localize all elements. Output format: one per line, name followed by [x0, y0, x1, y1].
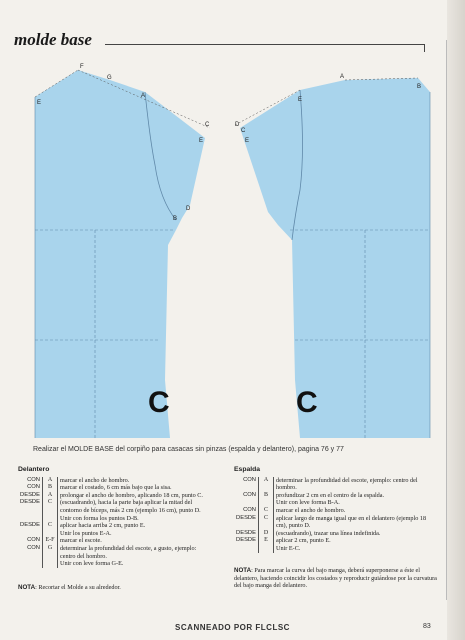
espalda-step-point: [259, 499, 274, 507]
delantero-step-point: C: [43, 522, 58, 530]
footer-credit: SCANNEADO POR FLCLSC: [175, 623, 290, 632]
delantero-step-row: [18, 522, 213, 530]
espalda-step-keyword: DESDE: [236, 529, 256, 536]
espalda-step-text: (escuadrando), trazar una línea indefinida.: [276, 529, 381, 537]
delantero-steps-table: [18, 477, 213, 568]
espalda-step-point: E: [259, 537, 274, 545]
front-point-E2: E: [199, 138, 204, 144]
delantero-section: [18, 466, 213, 568]
espalda-step-keyword: CON: [243, 491, 256, 498]
delantero-step-row: [18, 530, 213, 538]
page-number: 83: [423, 623, 431, 630]
espalda-step-point: [259, 545, 274, 553]
espalda-note-label: NOTA: [234, 567, 252, 574]
back-point-D: D: [235, 122, 240, 128]
delantero-step-text: Unir con leve forma G-E.: [60, 560, 124, 568]
espalda-step-row: [234, 507, 439, 515]
front-point-F: F: [80, 64, 84, 70]
espalda-step-row: [234, 530, 439, 538]
delantero-step-text: aplicar hacia arriba 2 cm, punto E.: [60, 522, 146, 530]
espalda-step-row: [234, 492, 439, 500]
delantero-step-row: [18, 515, 213, 523]
delantero-step-text: marcar el costado, 6 cm más bajo que la sisa.: [60, 484, 172, 492]
front-point-E: E: [37, 100, 42, 106]
espalda-title: Espalda: [234, 466, 261, 473]
delantero-step-row: [18, 560, 213, 568]
delantero-step-keyword: DESDE: [20, 522, 40, 529]
espalda-section: [234, 466, 439, 553]
front-pattern-piece: [35, 64, 210, 438]
front-point-D: D: [186, 206, 191, 212]
espalda-step-keyword: [234, 545, 259, 553]
figure-caption: Realizar el MOLDE BASE del corpiño para casacas sin pinzas (espalda y delantero), pagina 76 y 77: [33, 446, 344, 453]
espalda-step-point: C: [259, 507, 274, 515]
espalda-steps-table: [234, 477, 439, 553]
back-pattern-piece: [235, 74, 430, 438]
delantero-step-row: [18, 537, 213, 545]
espalda-step-keyword: DESDE: [236, 537, 256, 544]
back-point-E2: E: [298, 97, 303, 103]
delantero-step-row: [18, 499, 213, 514]
espalda-step-keyword: [234, 499, 259, 507]
delantero-step-text: marcar el ancho de hombro.: [60, 476, 130, 484]
delantero-note-label: NOTA: [18, 584, 36, 591]
espalda-step-keyword: DESDE: [236, 514, 256, 521]
delantero-step-keyword: [18, 530, 43, 538]
delantero-step-row: [18, 484, 213, 492]
delantero-step-keyword: CON: [27, 544, 40, 551]
espalda-step-keyword: CON: [243, 476, 256, 483]
back-piece-letter: C: [296, 386, 318, 419]
delantero-step-text: (escuadrando), hacia la parte baja aplicar la mitad del contorno de bíceps, más 2 cm (ejemplo 16 cm), punto D.: [60, 499, 201, 514]
delantero-step-point: C: [43, 499, 58, 514]
front-point-G: G: [107, 75, 112, 81]
back-point-A: A: [340, 74, 345, 80]
delantero-step-keyword: [18, 515, 43, 523]
delantero-step-text: determinar la profundidad del escote, a gusto, ejemplo: centro del hombro.: [60, 544, 197, 560]
espalda-step-point: A: [259, 477, 274, 492]
delantero-title: Delantero: [18, 466, 50, 473]
delantero-step-point: B: [43, 484, 58, 492]
espalda-note-text: : Para marcar la curva del bajo manga, deberá superponerse a éste el delantero, haciendo coincidir los costados y reproducir guiándose por la curvatura del bajo manga del delantero.: [234, 567, 437, 590]
delantero-note-text: : Recortar el Molde a su alrededor.: [35, 584, 121, 591]
front-piece-letter: C: [148, 386, 170, 419]
delantero-step-row: [18, 492, 213, 500]
delantero-step-text: marcar el escote.: [60, 537, 102, 545]
espalda-step-row: [234, 499, 439, 507]
front-point-C: C: [205, 122, 210, 128]
delantero-note: [18, 584, 218, 592]
delantero-step-keyword: CON: [27, 484, 40, 491]
espalda-step-row: [234, 515, 439, 530]
delantero-step-keyword: DESDE: [20, 491, 40, 498]
delantero-step-text: Unir los puntos E-A.: [60, 529, 112, 537]
espalda-step-point: C: [259, 515, 274, 530]
espalda-step-row: [234, 477, 439, 492]
espalda-step-text: aplicar largo de manga igual que en el delantero (ejemplo 18 cm), punto D.: [276, 514, 427, 530]
espalda-step-point: B: [259, 492, 274, 500]
delantero-step-point: A: [43, 477, 58, 485]
delantero-step-point: [43, 560, 58, 568]
espalda-note: [234, 567, 439, 590]
espalda-step-text: Unir E-C.: [276, 544, 301, 552]
back-point-E: E: [245, 138, 250, 144]
delantero-step-row: [18, 545, 213, 560]
front-point-B: B: [173, 216, 178, 222]
delantero-step-point: [43, 530, 58, 538]
front-point-A: A: [141, 93, 146, 99]
back-point-C: C: [241, 128, 246, 134]
delantero-step-point: [43, 515, 58, 523]
espalda-step-text: determinar la profundidad del escote, ejemplo: centro del hombro.: [276, 476, 418, 492]
delantero-step-text: Unir con forma los puntos D-B.: [60, 514, 139, 522]
espalda-step-text: Unir con leve forma B-A.: [276, 499, 340, 507]
delantero-step-text: prolongar el ancho de hombro, aplicando 18 cm, punto C.: [60, 491, 203, 499]
page-edge-shadow: [447, 0, 465, 640]
delantero-step-keyword: CON: [27, 537, 40, 544]
espalda-step-text: profundizar 2 cm en el centro de la espalda.: [276, 491, 385, 499]
espalda-step-point: D: [259, 530, 274, 538]
espalda-step-keyword: CON: [243, 506, 256, 513]
delantero-step-point: G: [43, 545, 58, 560]
back-point-B: B: [417, 84, 422, 90]
delantero-step-keyword: CON: [27, 476, 40, 483]
espalda-step-text: aplicar 2 cm, punto E.: [276, 537, 331, 545]
espalda-step-row: [234, 545, 439, 553]
page-title: molde base: [14, 30, 92, 49]
delantero-step-keyword: DESDE: [20, 499, 40, 506]
espalda-step-text: marcar el ancho de hombro.: [276, 506, 346, 514]
espalda-step-row: [234, 537, 439, 545]
delantero-step-point: A: [43, 492, 58, 500]
delantero-step-row: [18, 477, 213, 485]
delantero-step-keyword: [18, 560, 43, 568]
delantero-step-point: E-F: [43, 537, 58, 545]
